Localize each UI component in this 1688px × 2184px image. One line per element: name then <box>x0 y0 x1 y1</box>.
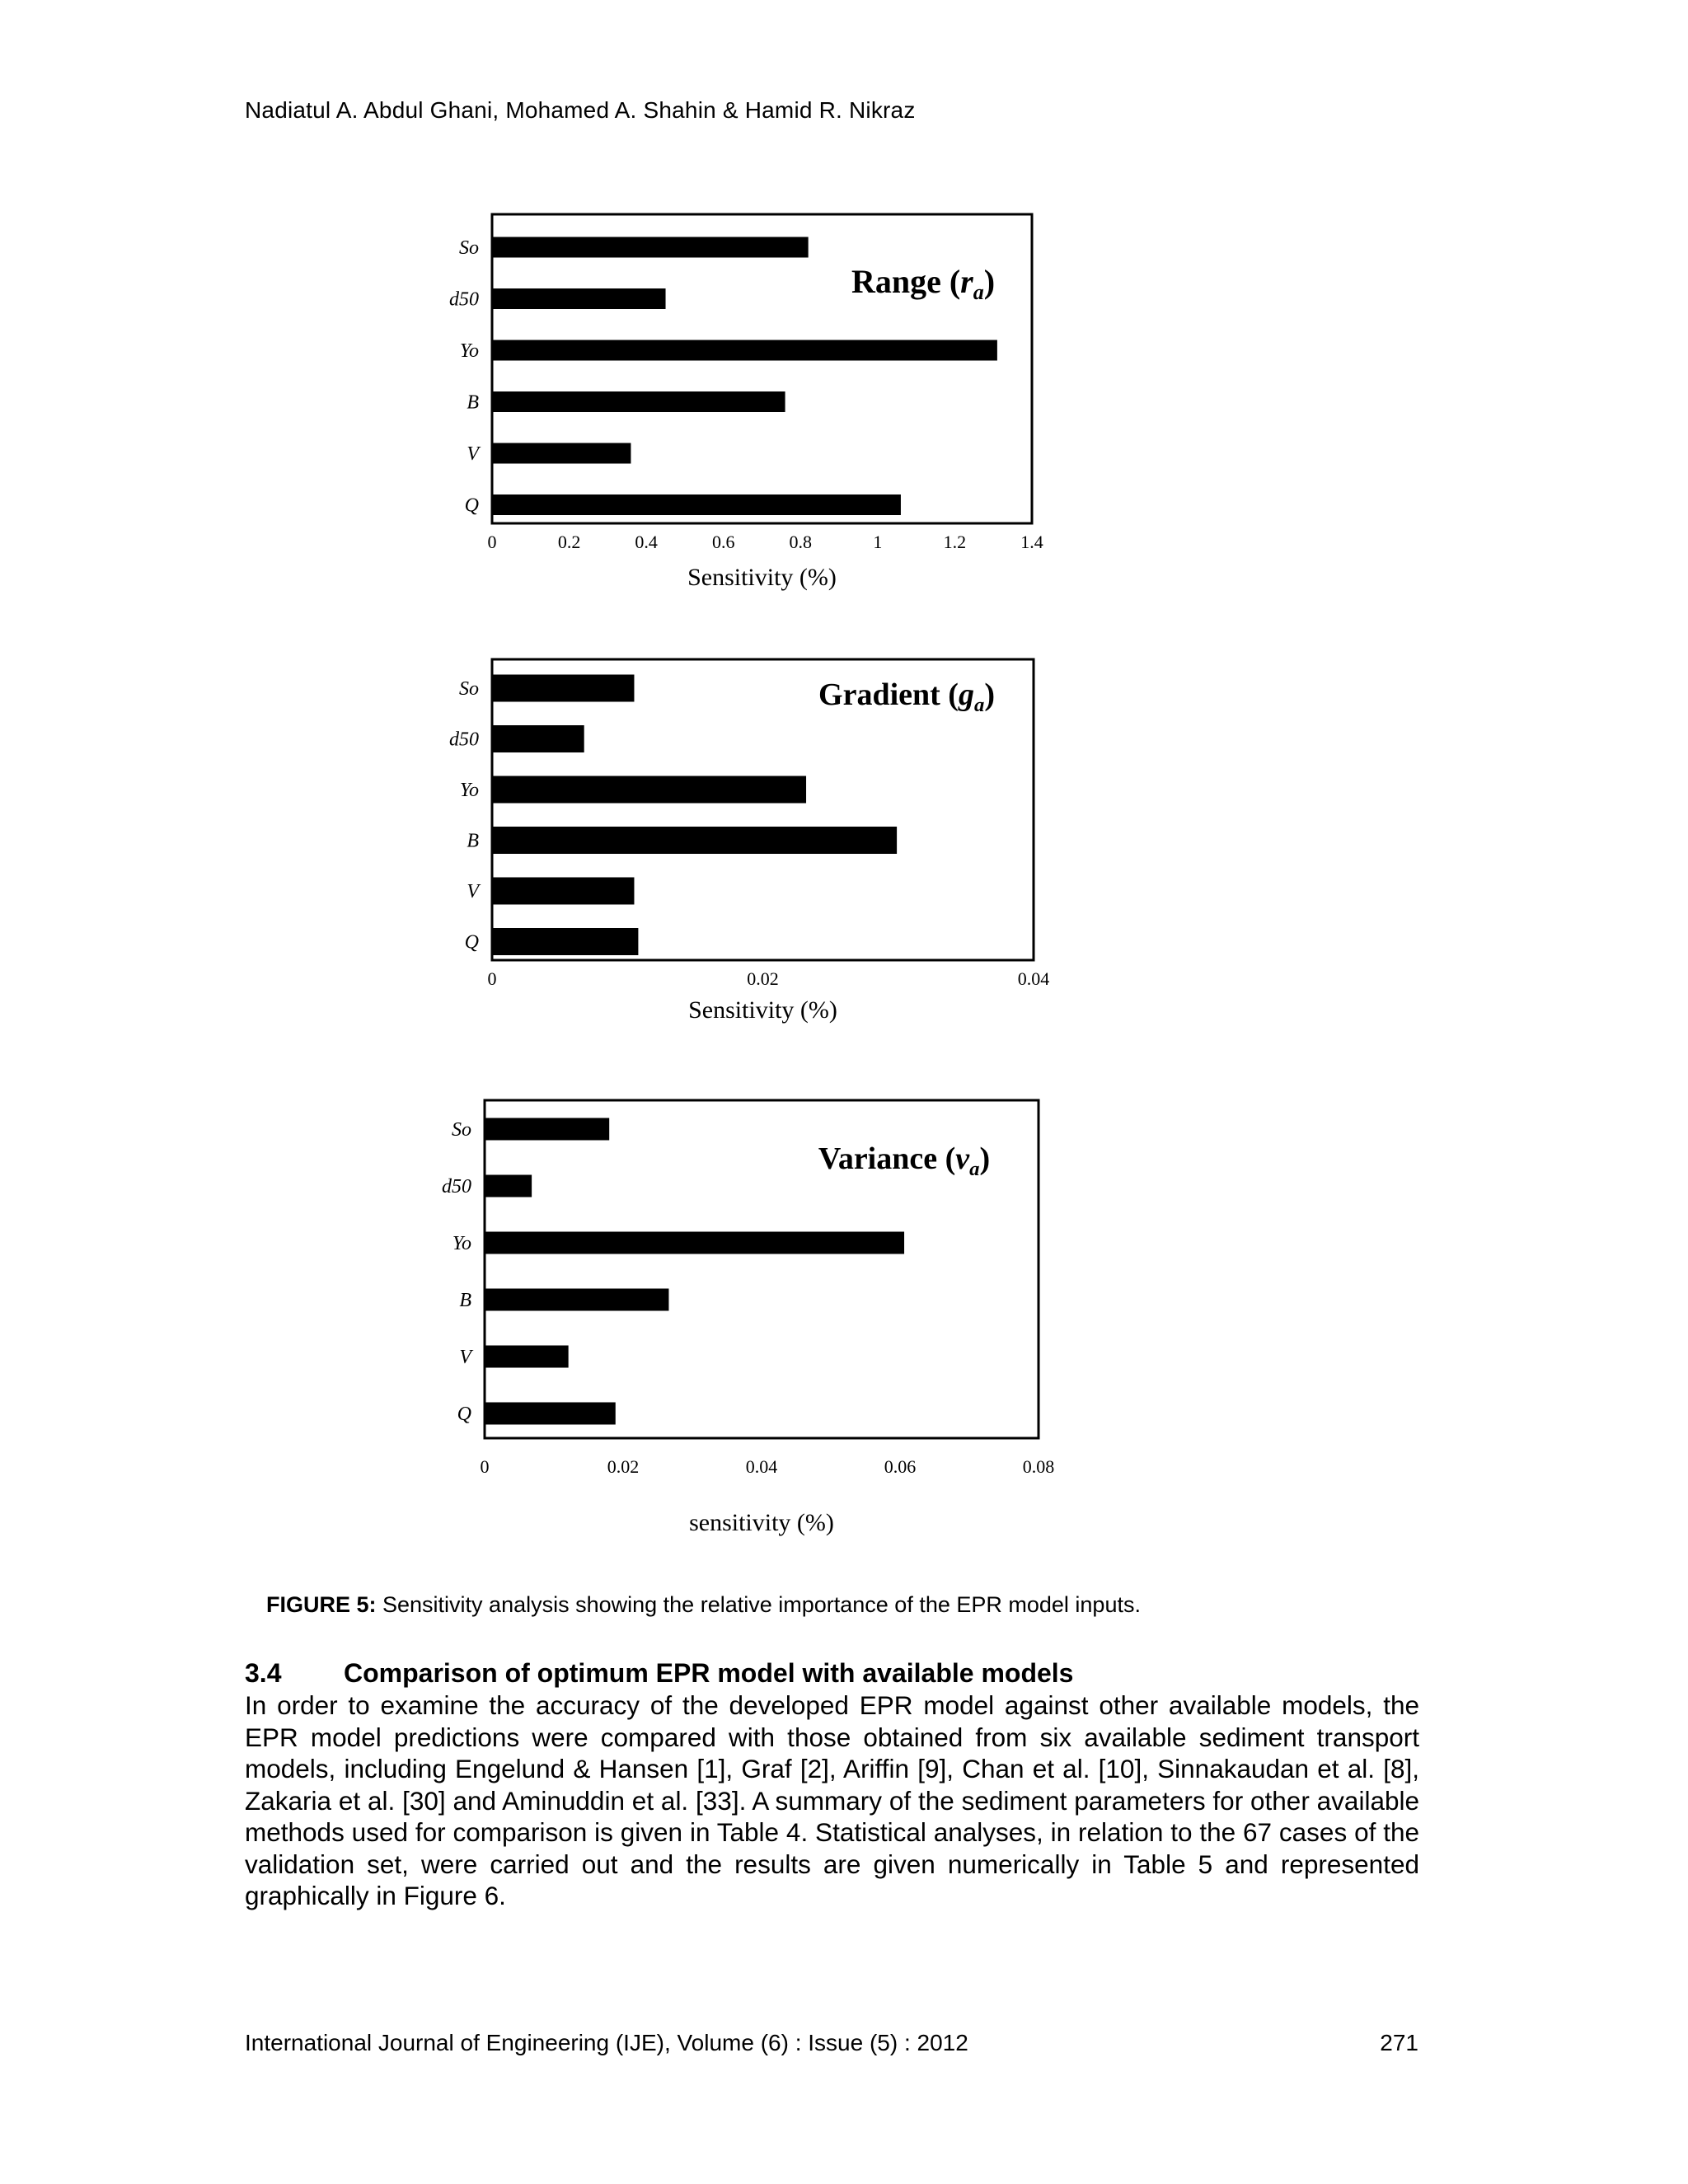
category-label-q: Q <box>464 494 479 517</box>
bar-v <box>485 1346 569 1368</box>
gradient-bar-chart <box>412 651 1121 1055</box>
bar-d50 <box>485 1175 532 1197</box>
chart-panel-label: Gradient $(g_a)$ <box>818 677 995 716</box>
bar-d50 <box>492 288 666 309</box>
category-label-yo: Yo <box>459 780 479 801</box>
bar-so <box>492 237 809 258</box>
running-header: Nadiatul A. Abdul Ghani, Mohamed A. Shahin & Hamid R. Nikraz <box>245 97 916 123</box>
category-label-so: So <box>459 678 479 700</box>
section-number: 3.4 <box>245 1658 282 1688</box>
range-bar-chart <box>412 206 1113 618</box>
category-label-d50: d50 <box>449 729 479 751</box>
bar-b <box>485 1289 668 1311</box>
chart-panel-label: Range $(r_a)$ <box>851 263 996 304</box>
x-tick-label: 0.02 <box>607 1456 640 1477</box>
bar-q <box>492 494 901 515</box>
bar-yo <box>485 1232 904 1254</box>
category-label-yo: Yo <box>459 340 479 362</box>
x-tick-label: 0.04 <box>745 1456 778 1477</box>
figure-caption-text: Sensitivity analysis showing the relative importance of the EPR model inputs. <box>376 1592 1141 1617</box>
category-label-yo: Yo <box>452 1233 471 1254</box>
body-paragraph: In order to examine the accuracy of the developed EPR model against other available models, the EPR model predictions were compared with those obtained from six available sediment transport models, including Engelund & Hansen [1], Graf [2], Ariffin [9], Chan et al. [10], Sinnakaudan et al. [8], Zakaria et al. [30] and Aminuddin et al. [33]. A summary of the sediment parameters for other available methods used for comparison is given in Table 4. Statistical analyses, in relation to the 67 cases of the validation set, were carried out and the results are given numerically in Table 5 and represented graphically in Figure 6. <box>245 1690 1419 1910</box>
x-tick-label: 1.2 <box>943 532 967 552</box>
x-tick-label: 0 <box>487 968 497 989</box>
x-tick-label: 1.4 <box>1020 532 1043 552</box>
x-tick-label: 0.06 <box>884 1456 917 1477</box>
x-tick-label: 0.02 <box>747 968 779 989</box>
category-label-v: V <box>459 1347 471 1368</box>
category-label-b: B <box>467 830 479 852</box>
x-tick-label: 0.08 <box>1022 1456 1055 1477</box>
bar-yo <box>492 340 997 361</box>
bar-v <box>492 878 634 905</box>
bar-so <box>492 675 634 702</box>
section-title: Comparison of optimum EPR model with available models <box>344 1658 1074 1688</box>
bar-v <box>492 443 631 464</box>
x-tick-label: 0.6 <box>711 532 735 552</box>
bar-b <box>492 391 785 412</box>
x-tick-label: 0.8 <box>789 532 813 552</box>
x-tick-label: 0.4 <box>635 532 658 552</box>
x-tick-label: 0 <box>480 1456 490 1477</box>
x-tick-label: 0.2 <box>557 532 581 552</box>
x-axis-label: Sensitivity (%) <box>688 996 837 1024</box>
category-label-so: So <box>459 237 479 259</box>
x-tick-label: 1 <box>873 532 883 552</box>
category-label-b: B <box>459 1290 471 1311</box>
bar-q <box>485 1403 616 1425</box>
bar-b <box>492 827 897 854</box>
x-tick-label: 0 <box>487 532 497 552</box>
bar-d50 <box>492 725 584 752</box>
page-number: 271 <box>1380 2030 1418 2055</box>
bar-q <box>492 928 638 955</box>
figure-caption-label: FIGURE 5: <box>266 1592 377 1617</box>
bar-yo <box>492 776 806 804</box>
plot-frame <box>492 214 1032 523</box>
category-label-q: Q <box>464 931 479 954</box>
category-label-b: B <box>467 391 479 414</box>
category-label-v: V <box>467 443 479 465</box>
footer-journal: International Journal of Engineering (IJE), Volume (6) : Issue (5) : 2012 <box>245 2030 968 2055</box>
category-label-q: Q <box>457 1404 471 1425</box>
x-tick-label: 0.04 <box>1017 968 1050 989</box>
x-axis-label: Sensitivity (%) <box>687 564 837 591</box>
category-label-d50: d50 <box>449 288 479 311</box>
bar-so <box>485 1118 609 1141</box>
chart-panel-label: Variance $(v_a)$ <box>818 1141 991 1180</box>
variance-bar-chart <box>412 1100 1121 1562</box>
section-heading <box>245 1658 1073 1689</box>
figure-caption <box>266 1592 1141 1618</box>
category-label-d50: d50 <box>442 1176 471 1197</box>
category-label-so: So <box>452 1119 471 1141</box>
x-axis-label: sensitivity (%) <box>689 1509 834 1536</box>
category-label-v: V <box>467 881 479 902</box>
